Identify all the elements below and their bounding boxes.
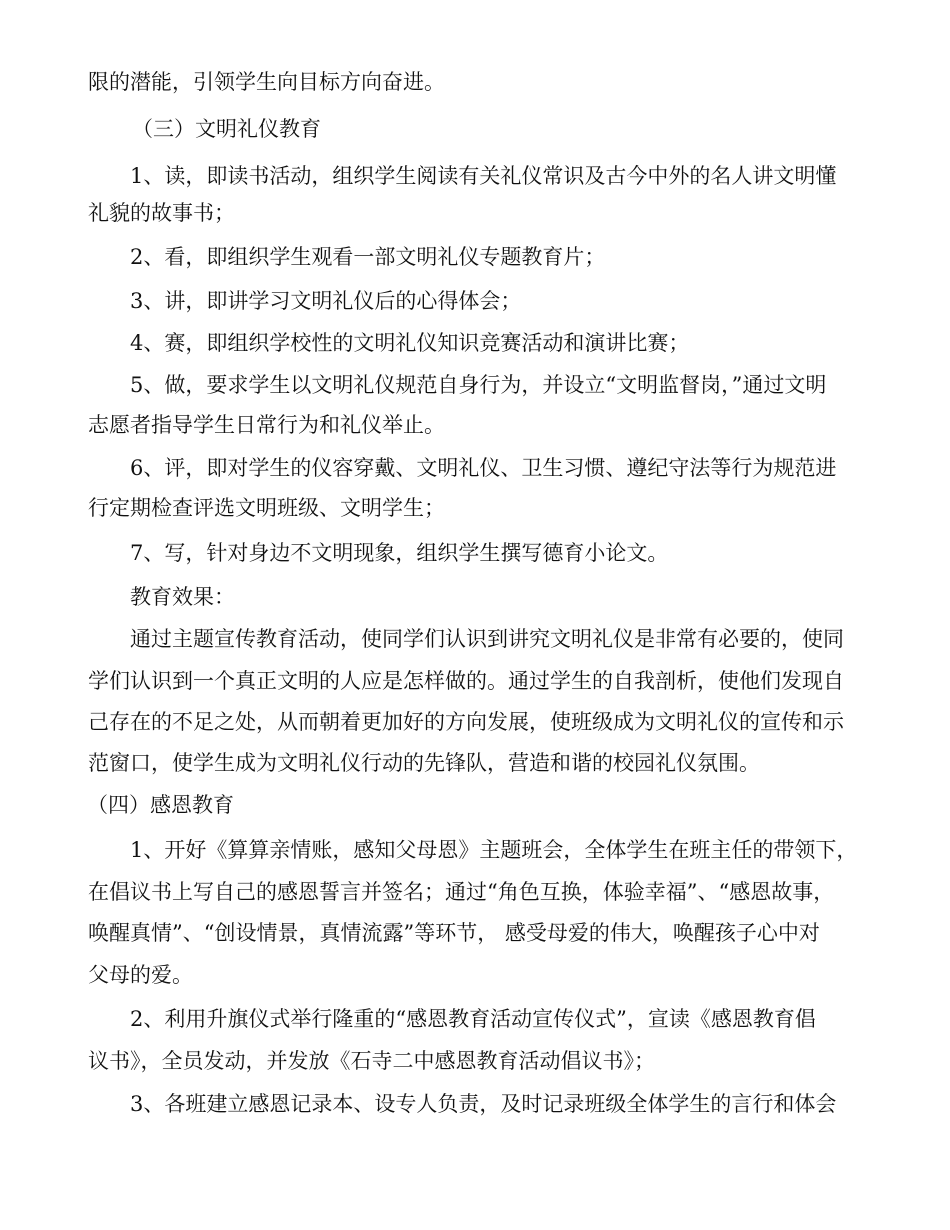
text-line: 1、读，即读书活动，组织学生阅读有关礼仪常识及古今中外的名人讲文明懂	[130, 164, 837, 188]
text-line: 7、写，针对身边不文明现象，组织学生撰写德育小论文。	[130, 541, 669, 565]
text-line: 3、讲，即讲学习文明礼仪后的心得体会；	[130, 289, 522, 313]
section-heading: （三）文明礼仪教育	[132, 117, 321, 141]
text-line: 礼貌的故事书；	[88, 201, 235, 225]
text-line: 3、各班建立感恩记录本、设专人负责，及时记录班级全体学生的言行和体会	[130, 1092, 837, 1116]
section-heading: （四）感恩教育	[87, 793, 234, 817]
text-line: 1、开好《算算亲情账，感知父母恩》主题班会，全体学生在班主任的带领下，	[130, 838, 858, 862]
text-line: 2、看，即组织学生观看一部文明礼仪专题教育片；	[130, 245, 606, 269]
text-line: 父母的爱。	[88, 963, 193, 987]
text-line: 学们认识到一个真正文明的人应是怎样做的。通过学生的自我剖析，使他们发现自	[88, 669, 844, 693]
text-line: 在倡议书上写自己的感恩誓言并签名；通过“角色互换，体验幸福”、“感恩故事，	[88, 880, 835, 904]
text-line: 4、赛，即组织学校性的文明礼仪知识竞赛活动和演讲比赛；	[130, 331, 690, 355]
text-line: 6、评，即对学生的仪容穿戴、文明礼仪、卫生习惯、遵纪守法等行为规范进	[130, 456, 837, 480]
text-line: 5、做，要求学生以文明礼仪规范自身行为，并设立“文明监督岗，”通过文明	[130, 373, 827, 397]
text-line: 志愿者指导学生日常行为和礼仪举止。	[88, 413, 445, 437]
text-line: 通过主题宣传教育活动，使同学们认识到讲究文明礼仪是非常有必要的，使同	[130, 627, 844, 651]
text-line: 议书》，全员发动，并发放《石寺二中感恩教育活动倡议书》；	[88, 1049, 655, 1073]
text-line: 行定期检查评选文明班级、文明学生；	[88, 496, 445, 520]
text-line: 唤醒真情”、“创设情景，真情流露”等环节， 感受母爱的伟大，唤醒孩子心中对	[88, 921, 820, 945]
text-line: 2、利用升旗仪式举行隆重的“感恩教育活动宣传仪式”，宣读《感恩教育倡	[130, 1007, 816, 1031]
text-line: 限的潜能，引领学生向目标方向奋进。	[88, 70, 445, 94]
text-line: 范窗口，使学生成为文明礼仪行动的先锋队，营造和谐的校园礼仪氛围。	[88, 751, 760, 775]
text-line: 教育效果：	[130, 585, 235, 609]
text-line: 己存在的不足之处，从而朝着更加好的方向发展，使班级成为文明礼仪的宣传和示	[88, 710, 844, 734]
